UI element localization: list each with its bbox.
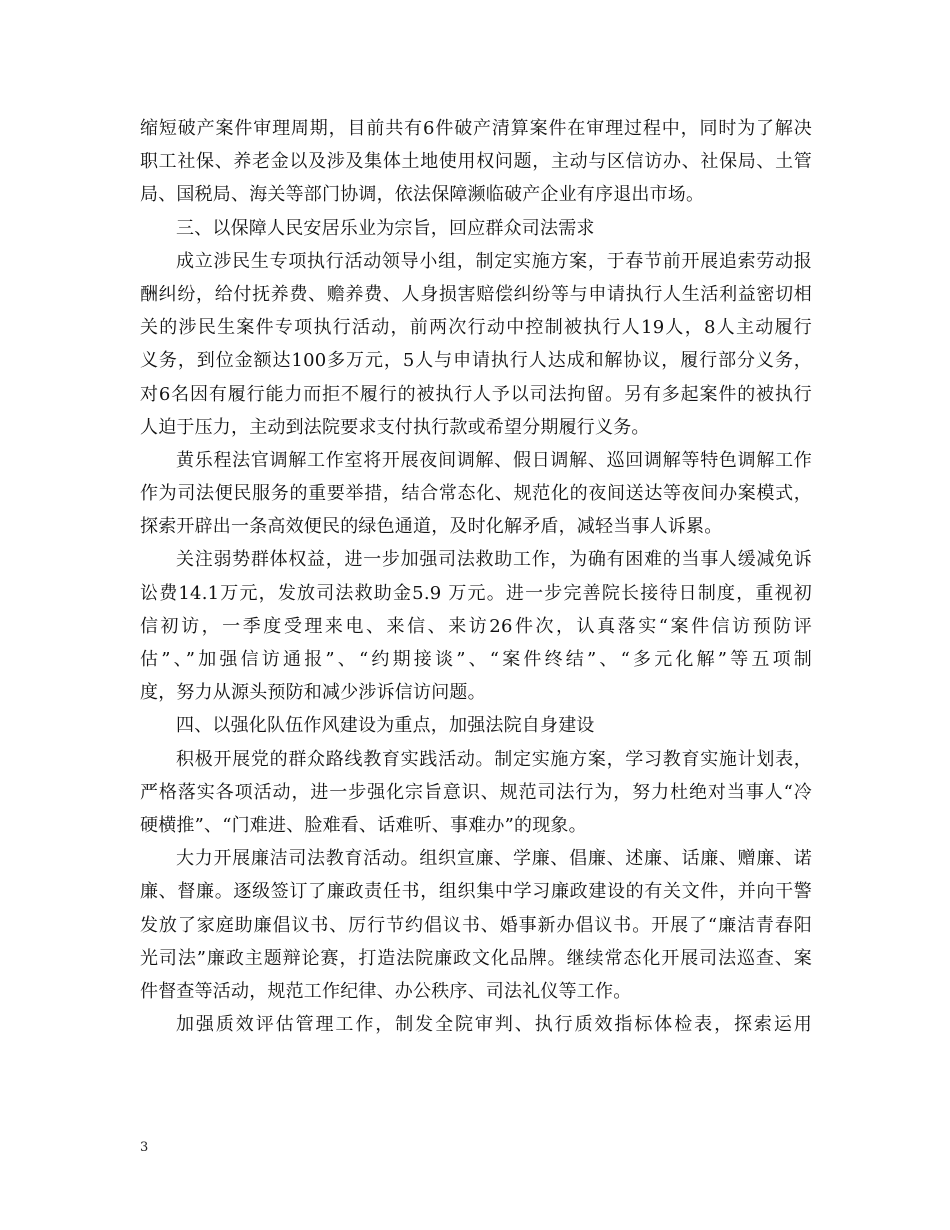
text-line: 酬纠纷，给付抚养费、赡养费、人身损害赔偿纠纷等与申请执行人生活利益密切相 — [140, 283, 812, 305]
text-line: 硬横推”、“门难进、脸难看、话难听、事难办”的现象。 — [140, 814, 587, 836]
text-line: 件督查等活动，规范工作纪律、办公秩序、司法礼仪等工作。 — [140, 980, 632, 1002]
text-line: 积极开展党的群众路线教育实践活动。制定实施方案，学习教育实施计划表， — [176, 748, 812, 770]
text-line: 义务，到位金额达100多万元，5人与申请执行人达成和解协议，履行部分义务， — [140, 350, 812, 372]
text-line: 作为司法便民服务的重要举措，结合常态化、规范化的夜间送达等夜间办案模式， — [140, 483, 812, 505]
text-line: 职工社保、养老金以及涉及集体土地使用权问题，主动与区信访办、社保局、土管 — [140, 151, 812, 173]
text-line: 加强质效评估管理工作，制发全院审判、执行质效指标体检表，探索运用 — [176, 1014, 812, 1036]
text-line: 黄乐程法官调解工作室将开展夜间调解、假日调解、巡回调解等特色调解工作 — [176, 449, 812, 471]
text-line: 信初访，一季度受理来电、来信、来访26件次，认真落实“案件信访预防评 — [140, 615, 812, 637]
text-line: 四、以强化队伍作风建设为重点，加强法院自身建设 — [176, 715, 595, 737]
text-line: 探索开辟出一条高效便民的绿色通道，及时化解矛盾，减轻当事人诉累。 — [140, 516, 723, 538]
text-line: 严格落实各项活动，进一步强化宗旨意识、规范司法行为，努力杜绝对当事人“冷 — [140, 781, 812, 803]
text-line: 估”、”加强信访通报”、“约期接谈”、“案件终结”、“多元化解”等五项制 — [140, 649, 812, 670]
text-line: 对6名因有履行能力而拒不履行的被执行人予以司法拘留。另有多起案件的被执行 — [140, 383, 812, 405]
text-line: 讼费14.1万元，发放司法救助金5.9 万元。进一步完善院长接待日制度，重视初 — [140, 582, 812, 604]
text-line: 人迫于压力，主动到法院要求支付执行款或希望分期履行义务。 — [140, 416, 650, 438]
text-line: 大力开展廉洁司法教育活动。组织宣廉、学廉、倡廉、述廉、话廉、赠廉、诺 — [176, 848, 812, 870]
text-line: 缩短破产案件审理周期，目前共有6件破产清算案件在审理过程中，同时为了解决 — [140, 118, 812, 139]
text-line: 廉、督廉。逐级签订了廉政责任书，组织集中学习廉政建设的有关文件，并向干警 — [140, 881, 812, 903]
document-body — [140, 112, 812, 1041]
page-number: 3 — [140, 1140, 149, 1155]
text-line: 发放了家庭助廉倡议书、厉行节约倡议书、婚事新办倡议书。开展了“廉洁青春阳 — [140, 914, 812, 936]
text-line: 光司法”廉政主题辩论赛，打造法院廉政文化品牌。继续常态化开展司法巡查、案 — [140, 947, 812, 969]
text-line: 三、以保障人民安居乐业为宗旨，回应群众司法需求 — [176, 217, 595, 239]
text-line: 局、国税局、海关等部门协调，依法保障濒临破产企业有序退出市场。 — [140, 184, 705, 206]
text-line: 关注弱势群体权益，进一步加强司法救助工作，为确有困难的当事人缓减免诉 — [176, 549, 812, 571]
text-line: 成立涉民生专项执行活动领导小组，制定实施方案，于春节前开展追索劳动报 — [176, 250, 812, 272]
text-line: 度，努力从源头预防和减少涉诉信访问题。 — [140, 682, 486, 704]
text-line: 关的涉民生案件专项执行活动，前两次行动中控制被执行人19人，8人主动履行 — [140, 317, 812, 339]
